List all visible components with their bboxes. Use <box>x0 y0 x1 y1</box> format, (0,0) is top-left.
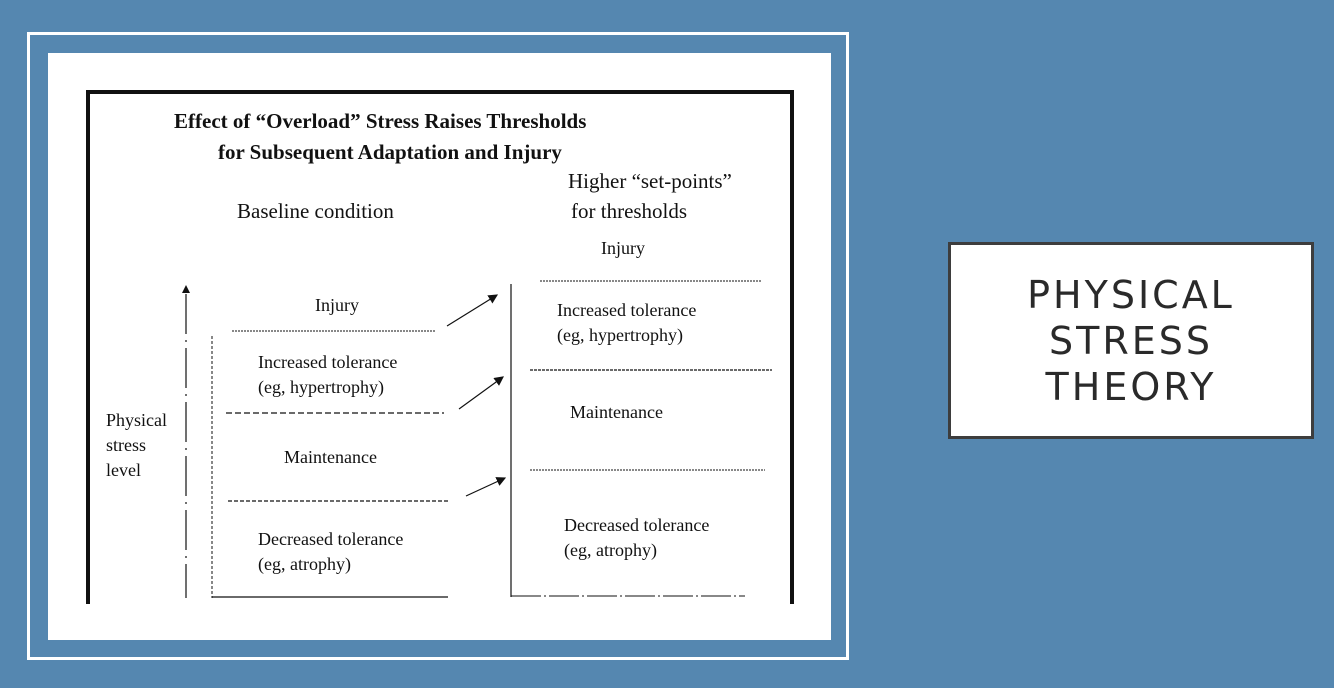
baseline-increased-line2: (eg, hypertrophy) <box>258 377 384 397</box>
higher-heading-line1: Higher “set-points” <box>568 169 732 193</box>
higher-increased-line2: (eg, hypertrophy) <box>557 325 683 345</box>
higher-heading-line2: for thresholds <box>571 199 688 223</box>
baseline-maintenance-label: Maintenance <box>284 447 377 467</box>
axis-label-line2: stress <box>106 435 146 455</box>
higher-injury-label: Injury <box>601 238 645 258</box>
slide-title: PHYSICAL STRESS THEORY <box>1027 272 1235 409</box>
diagram-title-line2: for Subsequent Adaptation and Injury <box>218 140 562 164</box>
baseline-decreased-line2: (eg, atrophy) <box>258 554 351 574</box>
diagram-title-line1: Effect of “Overload” Stress Raises Thresholds <box>174 109 587 133</box>
baseline-injury-label: Injury <box>315 295 359 315</box>
baseline-increased-line1: Increased tolerance <box>258 352 398 372</box>
higher-decreased-line1: Decreased tolerance <box>564 515 710 535</box>
slide-title-card <box>948 242 1314 439</box>
higher-maintenance-label: Maintenance <box>570 402 663 422</box>
baseline-decreased-line1: Decreased tolerance <box>258 529 404 549</box>
higher-increased-line1: Increased tolerance <box>557 300 697 320</box>
axis-label-line3: level <box>106 460 141 480</box>
higher-decreased-line2: (eg, atrophy) <box>564 540 657 560</box>
axis-label-line1: Physical <box>106 410 167 430</box>
baseline-heading: Baseline condition <box>237 199 394 223</box>
